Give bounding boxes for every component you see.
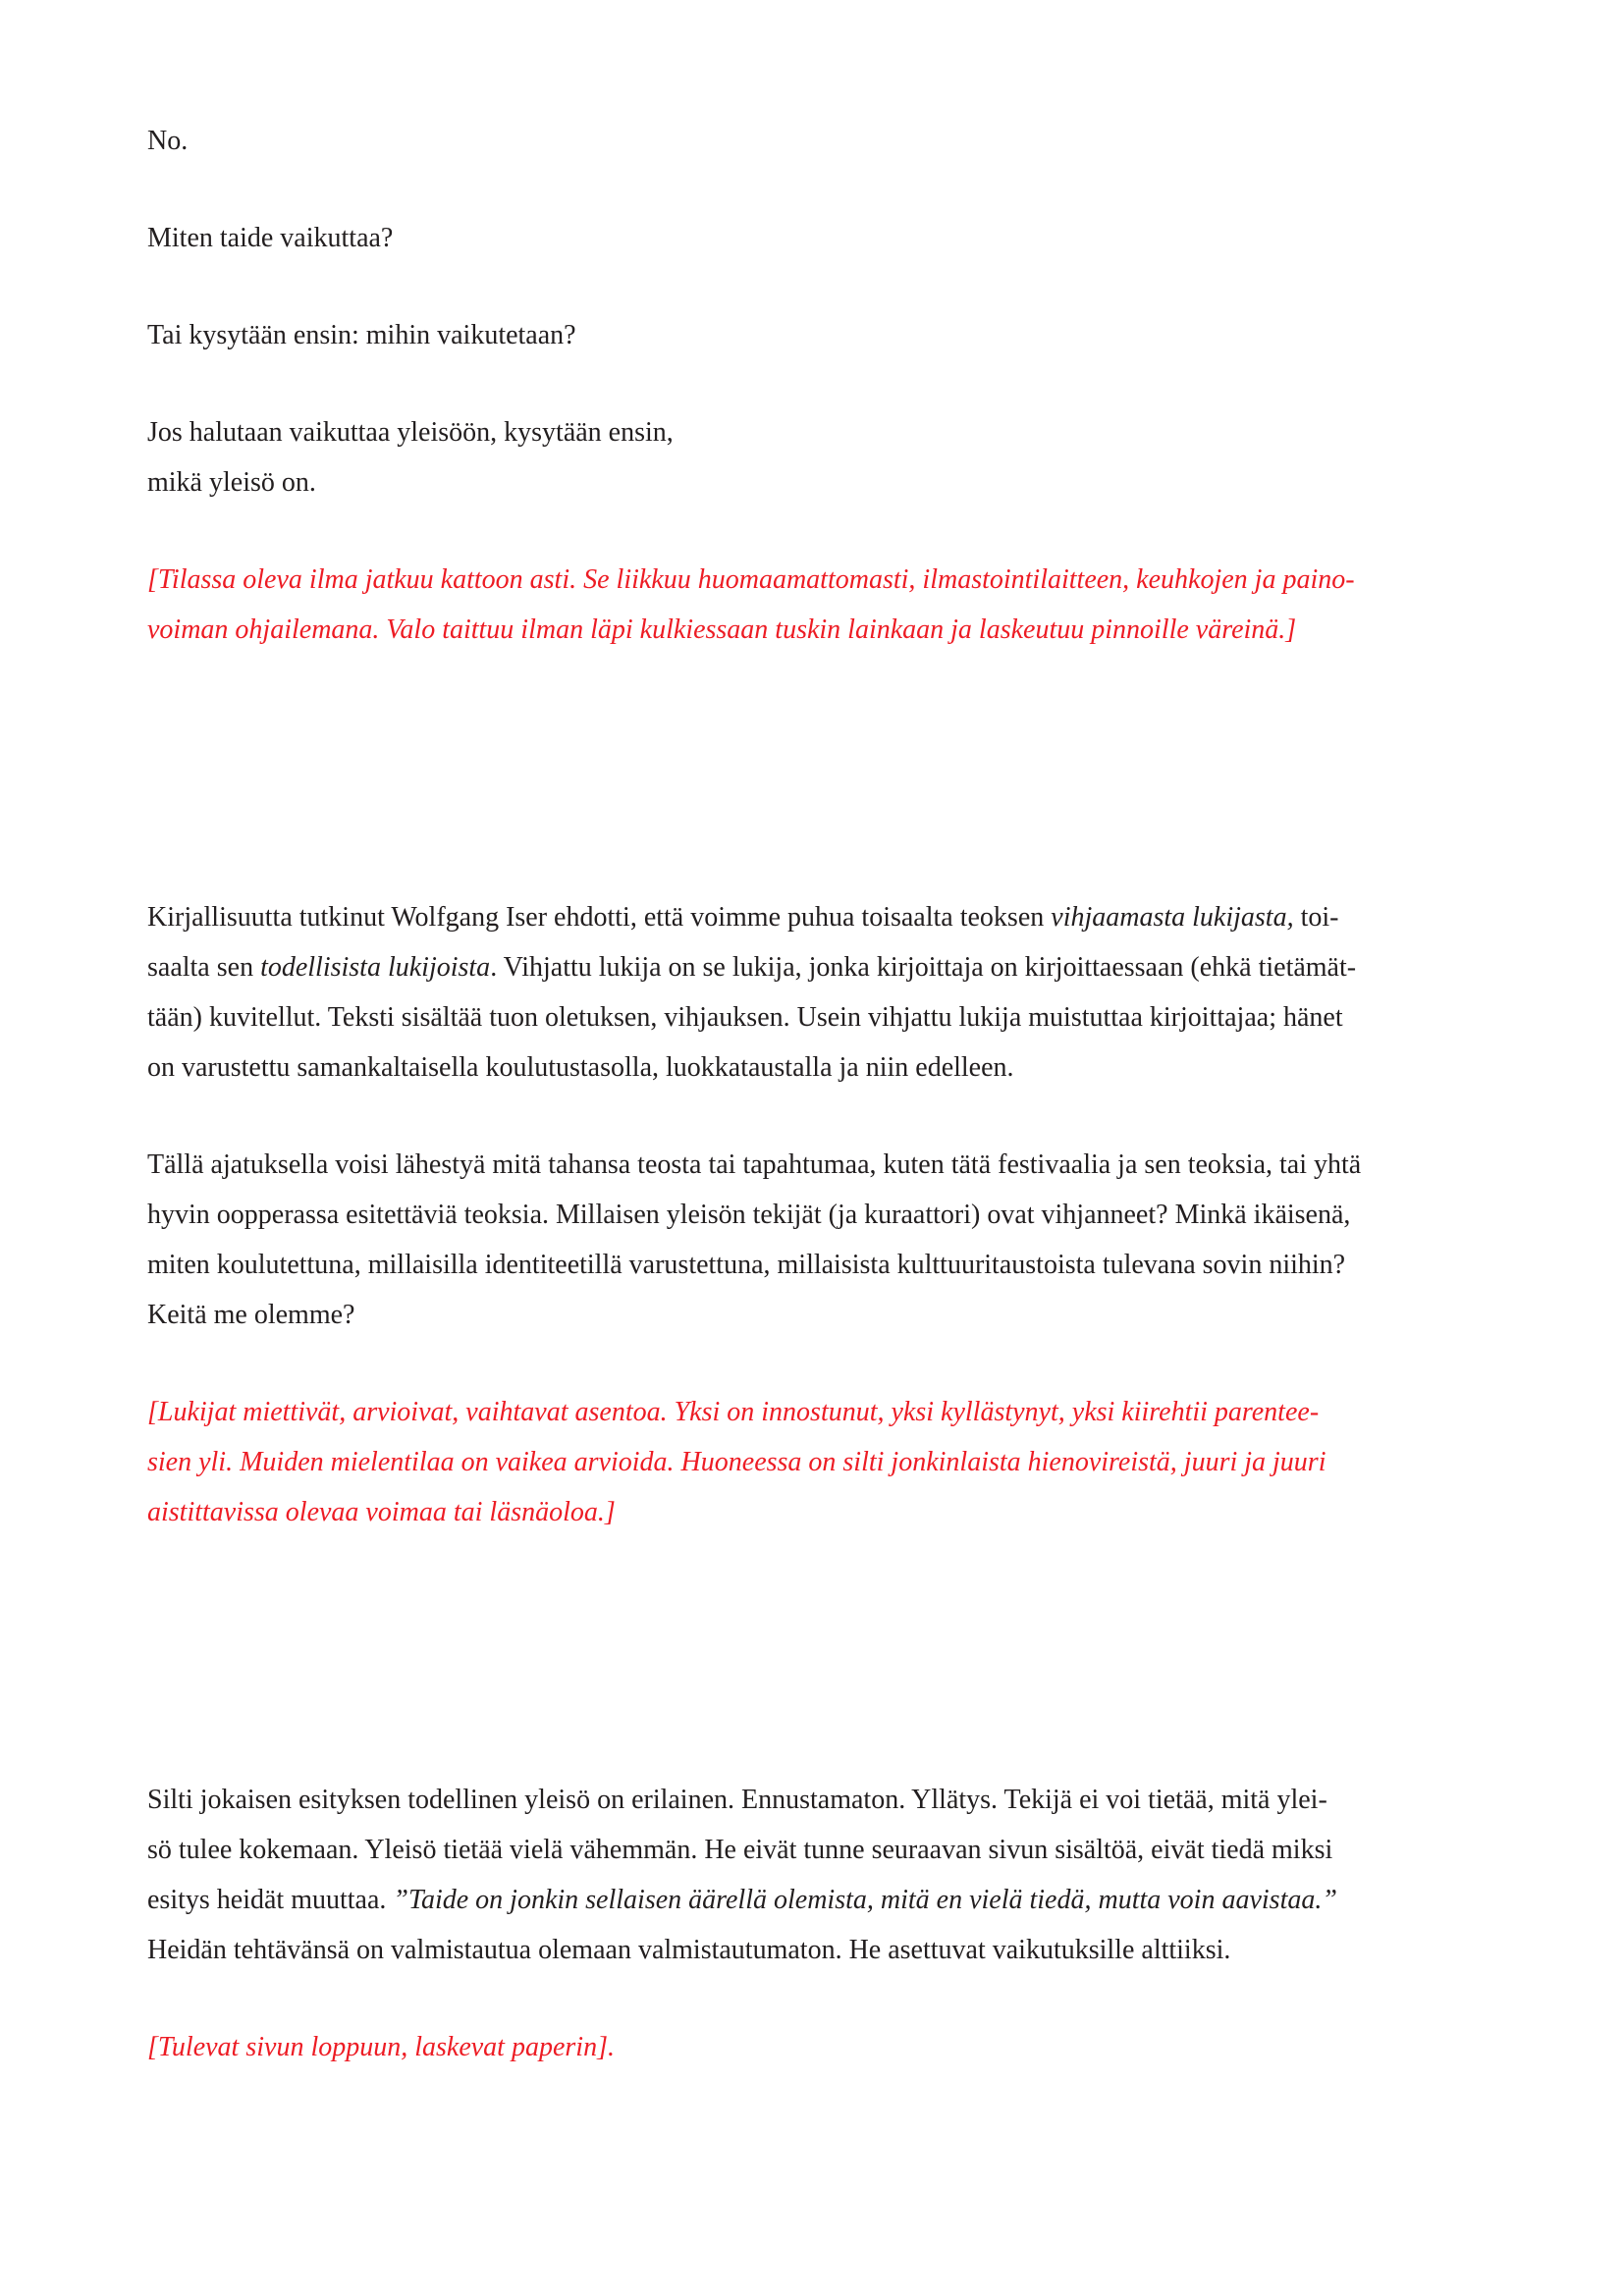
stage-direction-2	[147, 1387, 1553, 1537]
body-text: voiman ohjailemana. Valo taittuu ilman läpi kulkiessaan tuskin lainkaan ja laskeutuu pinnoille väreinä.]	[147, 614, 1297, 645]
text-line	[147, 320, 576, 350]
text-line	[147, 1885, 1337, 1915]
body-text: Heidän tehtävänsä on valmistautua olemaan valmistautumaton. He asettuvat vaikutuksille alttiiksi.	[147, 1935, 1231, 1965]
paragraph-kirjallisuutta	[147, 892, 1553, 1093]
text-line	[147, 1250, 1345, 1280]
stage-direction-3	[147, 2022, 1553, 2072]
body-text: [Tulevat sivun loppuun, laskevat paperin].	[147, 2032, 615, 2062]
text-line	[147, 902, 1338, 933]
text-line	[147, 1835, 1332, 1865]
text-line	[147, 1149, 1361, 1180]
paragraph-talla-ajatuksella	[147, 1140, 1553, 1340]
body-text: mikä yleisö on.	[147, 467, 316, 498]
body-text: aistittavissa olevaa voimaa tai läsnäoloa.]	[147, 1497, 616, 1527]
body-text: Miten taide vaikuttaa?	[147, 223, 394, 253]
text-line	[147, 1785, 1327, 1815]
text-line	[147, 2032, 615, 2062]
text-line	[147, 126, 188, 156]
emphasized-text: ”Taide on jonkin sellaisen äärellä olemista, mitä en vielä tiedä, mutta voin aavistaa.”	[393, 1885, 1337, 1915]
body-text: hyvin oopperassa esitettäviä teoksia. Millaisen yleisön tekijät (ja kuraattori) ovat vihjanneet? Minkä ikäisenä,	[147, 1200, 1351, 1230]
body-text: on varustettu samankaltaisella koulutustasolla, luokkataustalla ja niin edelleen.	[147, 1052, 1014, 1083]
body-text: Jos halutaan vaikuttaa yleisöön, kysytään ensin,	[147, 417, 674, 448]
text-line	[147, 614, 1296, 645]
body-text: toi-	[1293, 902, 1339, 933]
text-line	[147, 1497, 616, 1527]
body-text: sö tulee kokemaan. Yleisö tietää vielä vähemmän. He eivät tunne seuraavan sivun sisältöä, eivät tiedä miksi	[147, 1835, 1333, 1865]
text-line	[147, 1447, 1326, 1477]
text-line	[147, 564, 1355, 595]
text-line	[147, 952, 1356, 983]
text-line	[147, 1397, 1319, 1427]
body-text: esitys heidät muuttaa.	[147, 1885, 394, 1915]
body-text: Kirjallisuutta tutkinut Wolfgang Iser ehdotti, että voimme puhua toisaalta teoksen	[147, 902, 1052, 933]
paragraph-tai-kysytaan	[147, 310, 1553, 360]
text-column	[147, 116, 1553, 2119]
body-text: [Tilassa oleva ilma jatkuu kattoon asti. Se liikkuu huomaamattomasti, ilmastointilaitteen, keuhkojen ja paino-	[147, 564, 1355, 595]
paragraph-miten-taide	[147, 213, 1553, 263]
text-line	[147, 223, 393, 253]
text-line	[147, 1300, 354, 1330]
body-text: saalta sen	[147, 952, 261, 983]
body-text: Keitä me olemme?	[147, 1300, 355, 1330]
body-text: sien yli. Muiden mielentilaa on vaikea arvioida. Huoneessa on silti jonkinlaista hienovireistä, juuri ja juuri	[147, 1447, 1326, 1477]
body-text: . Vihjattu lukija on se lukija, jonka kirjoittaja on kirjoittaessaan (ehkä tietämät-	[490, 952, 1357, 983]
text-line	[147, 1052, 1014, 1083]
paragraph-no	[147, 116, 1553, 166]
text-line	[147, 1002, 1343, 1033]
text-line	[147, 417, 674, 448]
body-text: No.	[147, 126, 189, 156]
text-line	[147, 1935, 1230, 1965]
body-text: Tällä ajatuksella voisi lähestyä mitä tahansa teosta tai tapahtumaa, kuten tätä festivaalia ja sen teoksia, tai yhtä	[147, 1149, 1362, 1180]
emphasized-text: todellisista lukijoista	[260, 952, 491, 983]
text-line	[147, 467, 316, 498]
stage-direction-1	[147, 555, 1553, 655]
body-text: Silti jokaisen esityksen todellinen yleisö on erilainen. Ennustamaton. Yllätys. Tekijä ei voi tietää, mitä ylei-	[147, 1785, 1327, 1815]
paragraph-silti-jokaisen	[147, 1775, 1553, 1975]
body-text: tään) kuvitellut. Teksti sisältää tuon oletuksen, vihjauksen. Usein vihjattu lukija muistuttaa kirjoittajaa; hänet	[147, 1002, 1343, 1033]
paragraph-jos-halutaan	[147, 407, 1553, 507]
body-text: [Lukijat miettivät, arvioivat, vaihtavat asentoa. Yksi on innostunut, yksi kyllästynyt, yksi kiirehtii parentee-	[147, 1397, 1320, 1427]
body-text: miten koulutettuna, millaisilla identiteetillä varustettuna, millaisista kulttuuritaustoista tulevana sovin niihin?	[147, 1250, 1346, 1280]
body-text: Tai kysytään ensin: mihin vaikutetaan?	[147, 320, 576, 350]
emphasized-text: vihjaamasta lukijasta,	[1051, 902, 1294, 933]
text-line	[147, 1200, 1350, 1230]
